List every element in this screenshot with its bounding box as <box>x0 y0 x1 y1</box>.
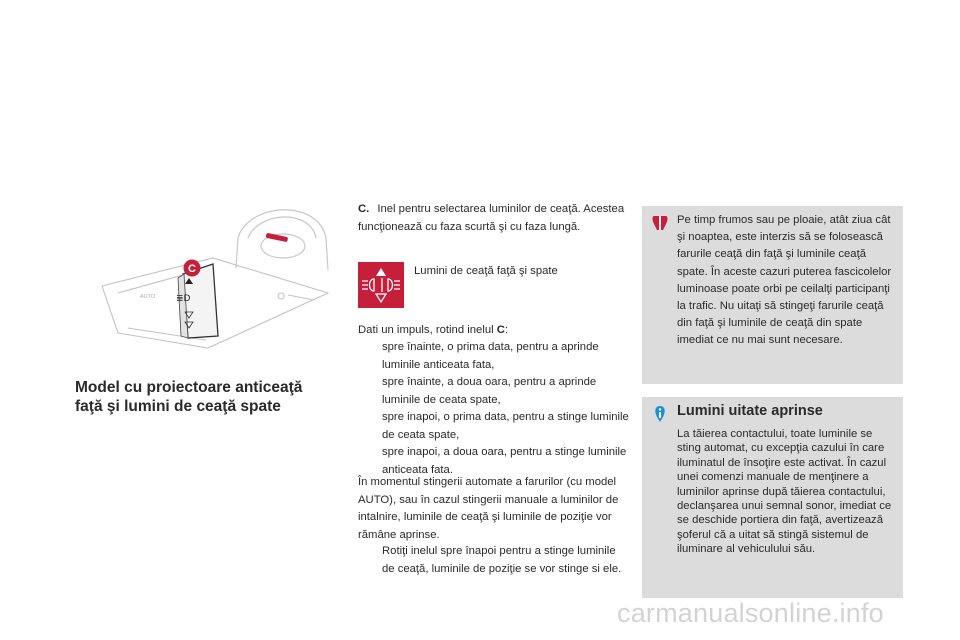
lighting-stalk-illustration <box>88 198 348 358</box>
info-icon <box>651 405 669 423</box>
svg-text:≣D: ≣D <box>176 294 191 304</box>
auto-label: AUTO <box>140 294 156 300</box>
list-item <box>358 409 630 444</box>
watermark: carmanualsonline.info <box>617 598 884 628</box>
list-item-text: spre inapoi, a doua oara, pentru a stinge luminile anticeata fata. <box>382 446 627 476</box>
fog-lights-label: Lumini de ceaţă faţă şi spate <box>414 265 558 277</box>
ring-intro-text: Inel pentru selectarea luminilor de ceaţă. Acestea funcţionează cu faza scurtă şi cu faza lungă. <box>358 203 625 233</box>
section-title-line1: Model cu proiectoare anticeaţă <box>75 379 303 396</box>
warning-panel <box>642 206 903 384</box>
section-title <box>75 378 345 416</box>
list-item-text: Rotiţi inelul spre înapoi pentru a stinge luminile de ceaţă, luminile de poziţie se vor stinge si ele. <box>382 545 622 575</box>
impulse-intro-suffix: : <box>504 324 509 336</box>
ring-c <box>140 264 218 338</box>
callout-c-badge <box>184 260 201 277</box>
list-item <box>358 543 630 578</box>
list-item <box>358 374 630 409</box>
ring-intro-paragraph <box>358 201 630 236</box>
callout-letter: C <box>188 263 196 275</box>
list-item-text: spre înainte, a doua oara, pentru a aprinde luminile de ceata spate, <box>382 376 597 406</box>
impulse-intro-letter: C <box>496 324 505 336</box>
turn-off-list <box>358 543 630 578</box>
warning-exclamation-icon <box>651 214 669 232</box>
impulse-intro <box>358 322 630 340</box>
impulse-intro-text: Dati un impuls, rotind inelul <box>358 324 497 336</box>
list-item <box>358 339 630 374</box>
list-item-text: spre inapoi, o prima data, pentru a stinge luminile de ceata spate, <box>382 411 629 441</box>
auto-off-paragraph: În momentul stingerii automate a farurilor (cu model AUTO), sau în cazul stingerii manuale a luminilor de intalnire, luminile de ceaţă şi luminile de poziţie vor rămâne aprinse. <box>358 476 619 541</box>
list-item-text: spre înainte, o prima data, pentru a aprinde luminile anticeata fata, <box>382 341 599 371</box>
section-title-line2: faţă şi lumini de ceaţă spate <box>75 398 281 415</box>
ring-intro-lead: C. <box>358 203 370 215</box>
impulse-steps-list <box>358 339 630 479</box>
front-rear-fog-lights-icon <box>358 262 404 308</box>
info-title: Lumini uitate aprinse <box>677 403 823 419</box>
info-panel <box>642 397 903 598</box>
info-text: La tăierea contactului, toate luminile se sting automat, cu excepţia cazului în care iluminatul de însoţire este activat. În cazul unei comenzi manuale de menţinere a luminilor aprinse după tăierea contactului, declanşarea unui semnal sonor, imediat ce se deschide portiera din faţă, avertizează şoferul că a uitat să stingă sistemul de iluminare al vehiculului său. <box>677 428 892 556</box>
fog-lights-badge <box>358 262 404 308</box>
warning-text: Pe timp frumos sau pe ploaie, atât ziua cât şi noaptea, este interzis să se folosească farurile ceaţă din faţă şi luminile ceaţă spate. În aceste cazuri puterea fascicolelor luminoase poate orbi pe ceilalţi participanţi la trafic. Nu uitaţi să stingeţi farurile ceaţă din faţă şi luminile de ceaţă din spate imediat ce nu mai sunt necesare. <box>677 214 892 347</box>
